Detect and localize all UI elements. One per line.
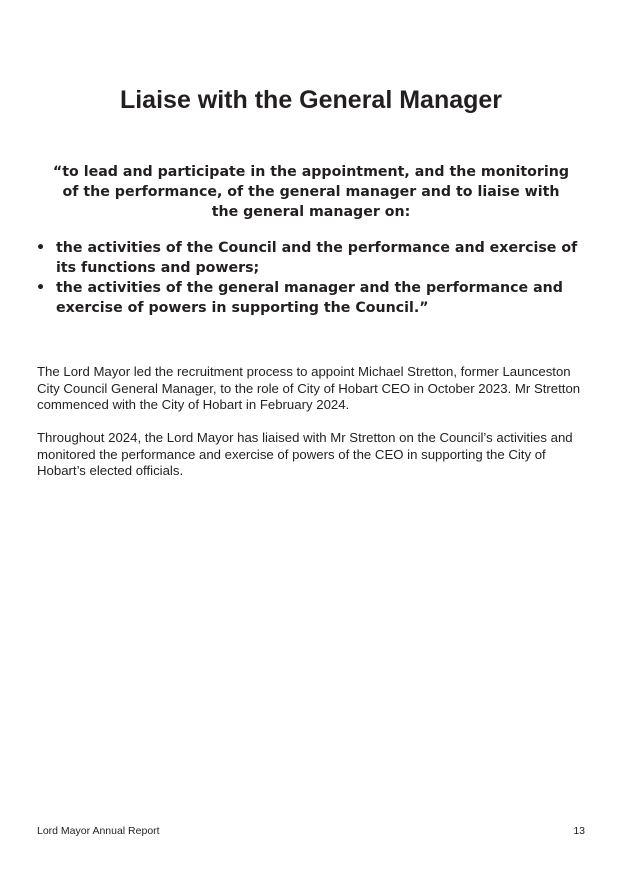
quote-bullet-item bbox=[36, 238, 592, 278]
quote-intro: “to lead and participate in the appointment, and the monitoring of the performance, of the general manager and to liaise with the general manager on: bbox=[52, 164, 570, 220]
bullet-icon: • bbox=[36, 280, 46, 296]
quote-bullet-text: the activities of the Council and the performance and exercise of its functions and powers; bbox=[56, 240, 578, 276]
footer-publication-title: Lord Mayor Annual Report bbox=[37, 825, 160, 837]
page-title: Liaise with the General Manager bbox=[119, 86, 503, 114]
quote-bullet-item bbox=[36, 278, 592, 318]
quote-bullet-text: the activities of the general manager and the performance and exercise of powers in supporting the Council.” bbox=[56, 280, 563, 316]
quote-bullet-list bbox=[36, 238, 592, 318]
body-paragraph-recruitment: The Lord Mayor led the recruitment process to appoint Michael Stretton, former Launceston City Council General Manager, to the role of City of Hobart CEO in October 2023. Mr Stretton commenced with the City of Hobart in February 2024. bbox=[37, 364, 581, 413]
bullet-icon: • bbox=[36, 240, 46, 256]
footer-page-number: 13 bbox=[573, 825, 585, 837]
body-paragraph-liaison: Throughout 2024, the Lord Mayor has liaised with Mr Stretton on the Council’s activities and monitored the performance and exercise of powers of the CEO in supporting the City of Hobart’s elected officials. bbox=[37, 430, 573, 479]
